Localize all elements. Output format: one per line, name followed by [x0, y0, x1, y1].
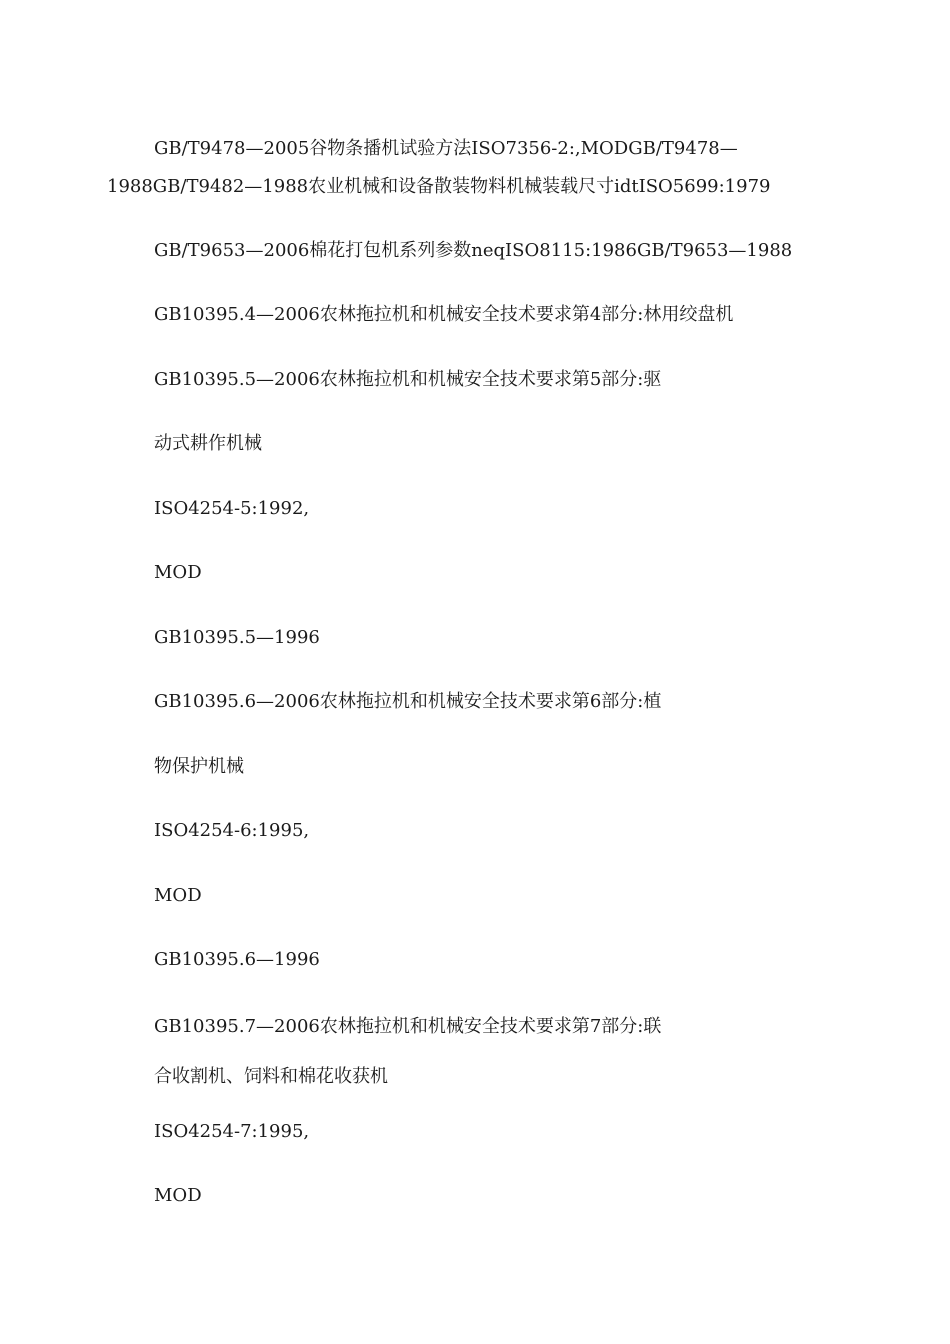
text-line: GB10395.5—1996 [154, 627, 320, 648]
text-line: MOD [154, 885, 202, 906]
text-line: GB10395.7—2006农林拖拉机和机械安全技术要求第7部分:联 [154, 1016, 662, 1037]
text-line: ISO4254-6:1995, [154, 820, 310, 841]
text-line: ISO4254-7:1995, [154, 1121, 310, 1142]
text-line: GB10395.6—1996 [154, 949, 320, 970]
text-line: GB10395.4—2006农林拖拉机和机械安全技术要求第4部分:林用绞盘机 [154, 304, 734, 325]
text-line: 物保护机械 [154, 756, 244, 777]
text-line: GB/T9653—2006棉花打包机系列参数neqISO8115:1986GB/T9653—1988 [154, 240, 793, 261]
text-line: MOD [154, 1185, 202, 1206]
text-line: 动式耕作机械 [154, 433, 262, 454]
text-line: GB/T9478—2005谷物条播机试验方法ISO7356-2:,MODGB/T9478— [154, 138, 738, 159]
text-line: 1988GB/T9482—1988农业机械和设备散装物料机械装载尺寸idtISO5699:1979 [107, 176, 771, 197]
text-line: ISO4254-5:1992, [154, 498, 310, 519]
text-line: MOD [154, 562, 202, 583]
text-line: GB10395.5—2006农林拖拉机和机械安全技术要求第5部分:驱 [154, 369, 662, 390]
text-line: GB10395.6—2006农林拖拉机和机械安全技术要求第6部分:植 [154, 691, 662, 712]
text-line: 合收割机、饲料和棉花收获机 [154, 1066, 388, 1087]
